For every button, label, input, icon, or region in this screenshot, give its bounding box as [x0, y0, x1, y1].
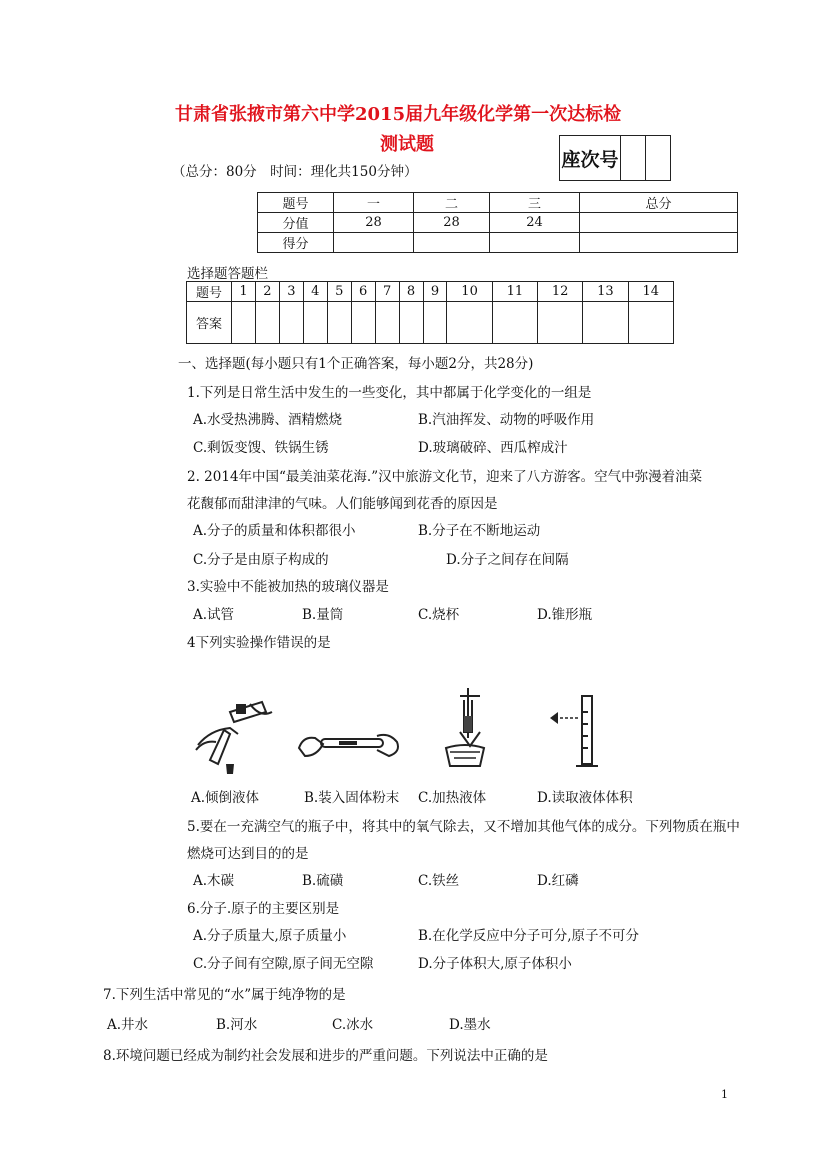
score-cell: 总分 [580, 193, 738, 213]
q6-stem: 6.分子.原子的主要区别是 [187, 901, 340, 917]
q7-option-a: A.井水 [107, 1017, 149, 1033]
answer-row-label: 答案 [187, 302, 232, 344]
answer-cell[interactable] [255, 302, 279, 344]
loading-powder-figure [293, 722, 409, 764]
q7-option-d: D.墨水 [449, 1017, 491, 1033]
q7-option-c: C.冰水 [332, 1017, 374, 1033]
q2-option-c: C.分子是由原子构成的 [193, 552, 329, 568]
answer-cell[interactable] [232, 302, 256, 344]
q5-stem-line-1: 5.要在一充满空气的瓶子中，将其中的氧气除去，又不增加其他气体的成分。下列物质在瓶中 [187, 819, 740, 835]
question-number-cell: 4 [303, 282, 327, 302]
answer-cell[interactable] [492, 302, 537, 344]
heating-liquid-figure [440, 686, 490, 772]
q5-option-d: D.红磷 [537, 873, 579, 889]
answer-cell[interactable] [375, 302, 399, 344]
q2-stem-line-2: 花馥郁而甜津津的气味。人们能够闻到花香的原因是 [187, 496, 498, 512]
q6-option-c: C.分子间有空隙,原子间无空隙 [193, 956, 374, 972]
q4-option-d: D.读取液体体积 [537, 790, 633, 806]
question-number-cell: 6 [351, 282, 375, 302]
reading-cylinder-figure [544, 692, 604, 772]
exam-info: （总分：80分 时间：理化共150分钟） [172, 164, 418, 180]
answer-cell[interactable] [303, 302, 327, 344]
answer-sheet-table [186, 281, 674, 344]
answer-cell[interactable] [327, 302, 351, 344]
seat-label: 座次号 [560, 136, 621, 180]
q7-option-b: B.河水 [216, 1017, 258, 1033]
score-cell: 三 [490, 193, 580, 213]
seat-cell-1 [621, 136, 646, 180]
q4-option-b: B.装入固体粉末 [304, 790, 400, 806]
score-cell: 二 [414, 193, 490, 213]
q3-option-b: B.量筒 [302, 607, 344, 623]
q8-stem: 8.环境问题已经成为制约社会发展和进步的严重问题。下列说法中正确的是 [103, 1048, 548, 1064]
question-number-cell: 12 [538, 282, 583, 302]
question-number-cell: 10 [447, 282, 492, 302]
q6-option-b: B.在化学反应中分子可分,原子不可分 [418, 928, 640, 944]
title-line-2: 测试题 [380, 134, 434, 155]
question-number-cell: 5 [327, 282, 351, 302]
q1-option-a: A.水受热沸腾、酒精燃烧 [193, 412, 343, 428]
question-number-cell: 7 [375, 282, 399, 302]
seat-number-box [559, 135, 671, 181]
q7-stem: 7.下列生活中常见的“水”属于纯净物的是 [103, 987, 346, 1003]
question-number-cell: 11 [492, 282, 537, 302]
q3-option-d: D.锥形瓶 [537, 607, 593, 623]
q1-option-b: B.汽油挥发、动物的呼吸作用 [418, 412, 595, 428]
q2-option-b: B.分子在不断地运动 [418, 523, 541, 539]
pouring-liquid-figure [190, 690, 282, 780]
score-cell: 28 [414, 213, 490, 233]
answer-cell[interactable] [423, 302, 447, 344]
answer-cell[interactable] [279, 302, 303, 344]
q3-option-a: A.试管 [193, 607, 235, 623]
q3-stem: 3.实验中不能被加热的玻璃仪器是 [187, 579, 389, 595]
score-cell [580, 233, 738, 253]
page-number: 1 [721, 1088, 728, 1101]
question-number-cell: 9 [423, 282, 447, 302]
q6-option-d: D.分子体积大,原子体积小 [418, 956, 572, 972]
answer-cell[interactable] [583, 302, 628, 344]
score-table [257, 192, 738, 253]
title-line-1: 甘肃省张掖市第六中学2015届九年级化学第一次达标检 [175, 104, 622, 125]
q5-stem-line-2: 燃烧可达到目的的是 [187, 846, 309, 862]
q2-stem-line-1: 2. 2014年中国“最美油菜花海.”汉中旅游文化节，迎来了八方游客。空气中弥漫着油菜 [187, 469, 703, 485]
q4-option-a: A.倾倒液体 [191, 790, 260, 806]
q4-stem: 4下列实验操作错误的是 [187, 635, 331, 651]
answer-cell[interactable] [399, 302, 423, 344]
answer-sheet-caption: 选择题答题栏 [187, 266, 268, 282]
answer-cell[interactable] [628, 302, 673, 344]
question-number-cell: 8 [399, 282, 423, 302]
answer-cell[interactable] [538, 302, 583, 344]
q1-stem: 1.下列是日常生活中发生的一些变化，其中都属于化学变化的一组是 [187, 385, 592, 401]
question-number-cell: 3 [279, 282, 303, 302]
answer-cell[interactable] [447, 302, 492, 344]
score-cell: 28 [334, 213, 414, 233]
question-number-cell: 2 [255, 282, 279, 302]
score-cell: 一 [334, 193, 414, 213]
q5-option-a: A.木碳 [193, 873, 235, 889]
score-cell [490, 233, 580, 253]
score-cell: 24 [490, 213, 580, 233]
q4-option-c: C.加热液体 [418, 790, 487, 806]
question-number-cell: 13 [583, 282, 628, 302]
question-number-cell: 14 [628, 282, 673, 302]
score-cell: 分值 [258, 213, 334, 233]
answer-cell[interactable] [351, 302, 375, 344]
seat-cell-2 [646, 136, 670, 180]
score-cell: 题号 [258, 193, 334, 213]
q1-option-c: C.剩饭变馊、铁锅生锈 [193, 440, 329, 456]
section-1-title: 一、选择题(每小题只有1个正确答案，每小题2分，共28分) [178, 356, 534, 372]
q1-option-d: D.玻璃破碎、西瓜榨成汁 [418, 440, 568, 456]
score-cell [580, 213, 738, 233]
q3-option-c: C.烧杯 [418, 607, 460, 623]
q5-option-c: C.铁丝 [418, 873, 460, 889]
q2-option-d: D.分子之间存在间隔 [446, 552, 569, 568]
score-cell [334, 233, 414, 253]
answer-row-label: 题号 [187, 282, 232, 302]
q6-option-a: A.分子质量大,原子质量小 [193, 928, 347, 944]
score-cell [414, 233, 490, 253]
q2-option-a: A.分子的质量和体积都很小 [193, 523, 356, 539]
question-number-cell: 1 [232, 282, 256, 302]
q5-option-b: B.硫磺 [302, 873, 344, 889]
score-cell: 得分 [258, 233, 334, 253]
